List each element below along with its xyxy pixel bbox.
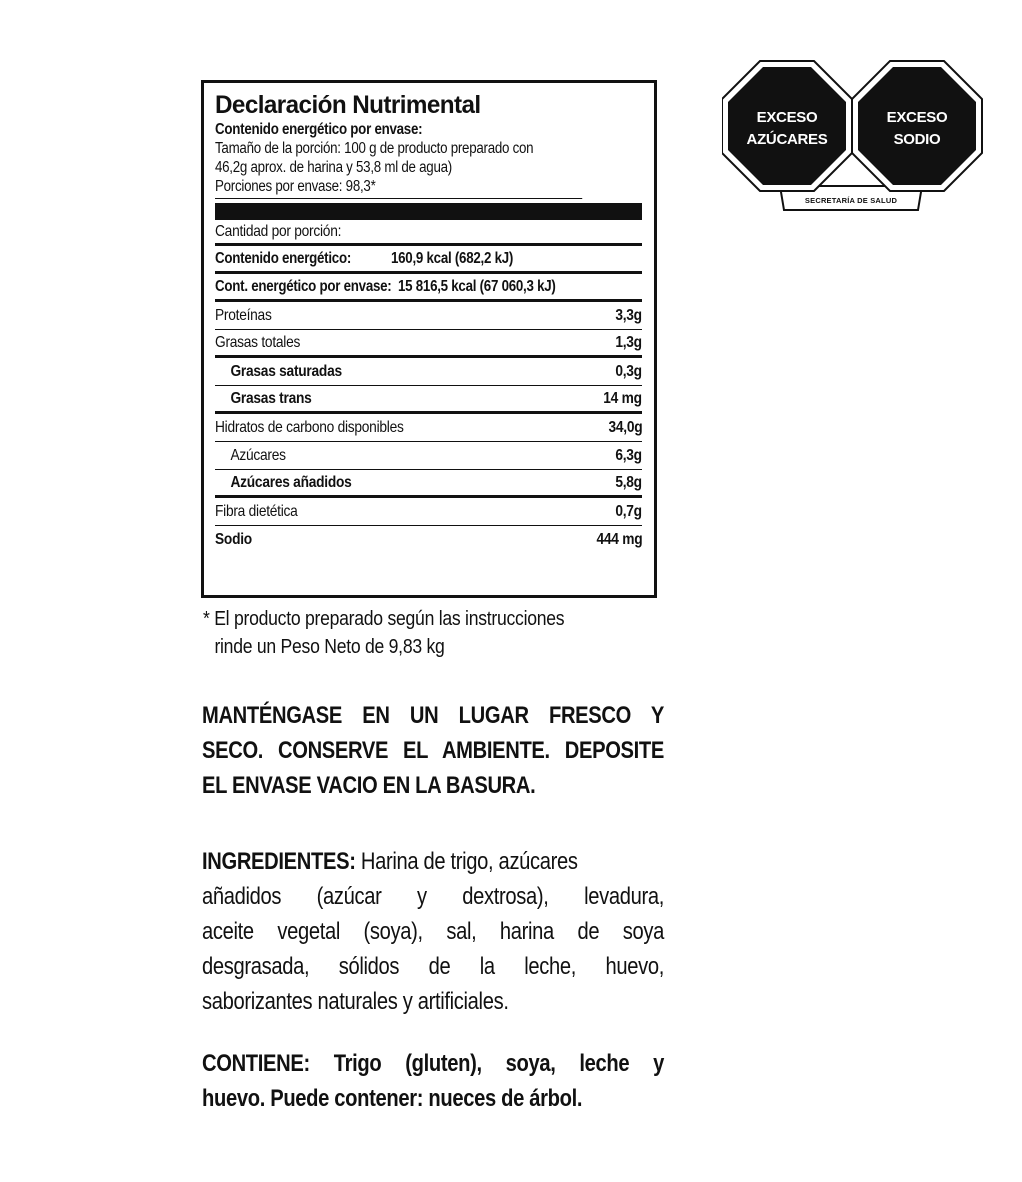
ingredients-line-1-text: Harina de trigo, azúcares bbox=[355, 848, 578, 875]
nutrition-facts-panel bbox=[201, 80, 657, 598]
nutrient-row-carbohydrates bbox=[215, 414, 642, 442]
nutrient-label: Azúcares bbox=[230, 446, 286, 464]
nutrient-value: 3,3g bbox=[615, 306, 642, 324]
energy-package-row bbox=[215, 274, 642, 302]
nutrient-value: 0,7g bbox=[615, 502, 642, 520]
nutrient-label: Grasas saturadas bbox=[230, 362, 342, 380]
sodium-seal-line-2: SODIO bbox=[893, 131, 941, 148]
allergens-section bbox=[202, 1046, 664, 1116]
allergens-line-1 bbox=[202, 1046, 664, 1081]
energy-label: Contenido energético: bbox=[215, 249, 352, 267]
warning-seals bbox=[722, 58, 984, 218]
nutrient-label: Hidratos de carbono disponibles bbox=[215, 418, 404, 436]
nutrient-value: 444 mg bbox=[596, 531, 642, 548]
sugar-seal-line-2: AZÚCARES bbox=[746, 131, 828, 148]
serving-size-line-2: 46,2g aprox. de harina y 53,8 ml de agua) bbox=[215, 159, 452, 176]
nutrient-row-trans-fat bbox=[215, 386, 642, 414]
nutrient-value: 5,8g bbox=[615, 473, 642, 491]
seal-authority-label: SECRETARÍA DE SALUD bbox=[804, 196, 898, 205]
ingredients-section bbox=[202, 844, 664, 1019]
energy-package-value: 15 816,5 kcal (67 060,3 kJ) bbox=[398, 277, 556, 295]
servings-per-package: Porciones por envase: 98,3* bbox=[215, 177, 582, 199]
allergens-line-2: huevo. Puede contener: nueces de árbol. bbox=[202, 1085, 583, 1112]
nutrient-row-proteins bbox=[215, 302, 642, 330]
nutrient-row-sodium bbox=[215, 526, 642, 554]
nutrient-label: Proteínas bbox=[215, 306, 272, 324]
nutrient-value: 14 mg bbox=[603, 389, 642, 407]
nutrient-row-sugars bbox=[215, 442, 642, 470]
ingredients-line-5: saborizantes naturales y artificiales. bbox=[202, 988, 509, 1015]
storage-warning-line-2: SECO. CONSERVE EL AMBIENTE. DEPOSITE bbox=[202, 737, 664, 764]
footnote-line-1: * El producto preparado según las instrucciones bbox=[203, 608, 565, 630]
ingredients-line-4: desgrasada, sólidos de la leche, huevo, bbox=[202, 953, 664, 980]
nutrient-value: 6,3g bbox=[615, 446, 642, 464]
nutrient-label: Azúcares añadidos bbox=[230, 473, 352, 491]
sodium-seal-line-1: EXCESO bbox=[886, 109, 948, 126]
nutrient-label: Fibra dietética bbox=[215, 502, 298, 520]
nutrient-label: Grasas totales bbox=[215, 333, 301, 351]
nutrition-title: Declaración Nutrimental bbox=[215, 91, 481, 119]
serving-size-line-1: Tamaño de la porción: 100 g de producto preparado con bbox=[215, 140, 534, 157]
storage-warning bbox=[202, 698, 664, 803]
nutrient-row-total-fat bbox=[215, 330, 642, 358]
storage-warning-line-1: MANTÉNGASE EN UN LUGAR FRESCO Y bbox=[202, 702, 664, 729]
prepared-product-footnote bbox=[203, 605, 564, 661]
nutrient-row-fiber bbox=[215, 498, 642, 526]
energy-row bbox=[215, 246, 642, 274]
allergens-keyword: CONTIENE: bbox=[202, 1050, 310, 1077]
energy-value: 160,9 kcal (682,2 kJ) bbox=[391, 249, 514, 267]
nutrient-row-added-sugars bbox=[215, 470, 642, 498]
nutrient-value: 34,0g bbox=[608, 418, 642, 436]
ingredients-line-1 bbox=[202, 844, 590, 879]
footnote-line-2: rinde un Peso Neto de 9,83 kg bbox=[214, 636, 445, 658]
warning-seals-graphic bbox=[722, 58, 984, 218]
amount-per-serving-label: Cantidad por porción: bbox=[215, 222, 342, 240]
nutrition-separator-bar bbox=[215, 203, 642, 220]
energy-per-package-heading: Contenido energético por envase: bbox=[215, 121, 423, 138]
nutrient-label: Grasas trans bbox=[230, 389, 312, 407]
energy-package-label: Cont. energético por envase: bbox=[215, 277, 392, 295]
nutrient-row-saturated-fat bbox=[215, 358, 642, 386]
ingredients-keyword: INGREDIENTES: bbox=[202, 848, 356, 875]
storage-warning-line-3: EL ENVASE VACIO EN LA BASURA. bbox=[202, 772, 536, 799]
ingredients-line-2: añadidos (azúcar y dextrosa), levadura, bbox=[202, 883, 664, 910]
excess-sugar-seal bbox=[722, 61, 852, 191]
sugar-seal-line-1: EXCESO bbox=[756, 109, 818, 126]
excess-sodium-seal bbox=[852, 61, 982, 191]
allergens-line-1-text: Trigo (gluten), soya, leche y bbox=[309, 1050, 664, 1077]
nutrient-value: 1,3g bbox=[615, 333, 642, 351]
ingredients-line-3: aceite vegetal (soya), sal, harina de soya bbox=[202, 918, 664, 945]
nutrient-label: Sodio bbox=[215, 531, 252, 548]
amount-per-serving-row bbox=[215, 220, 642, 246]
nutrient-value: 0,3g bbox=[615, 362, 642, 380]
